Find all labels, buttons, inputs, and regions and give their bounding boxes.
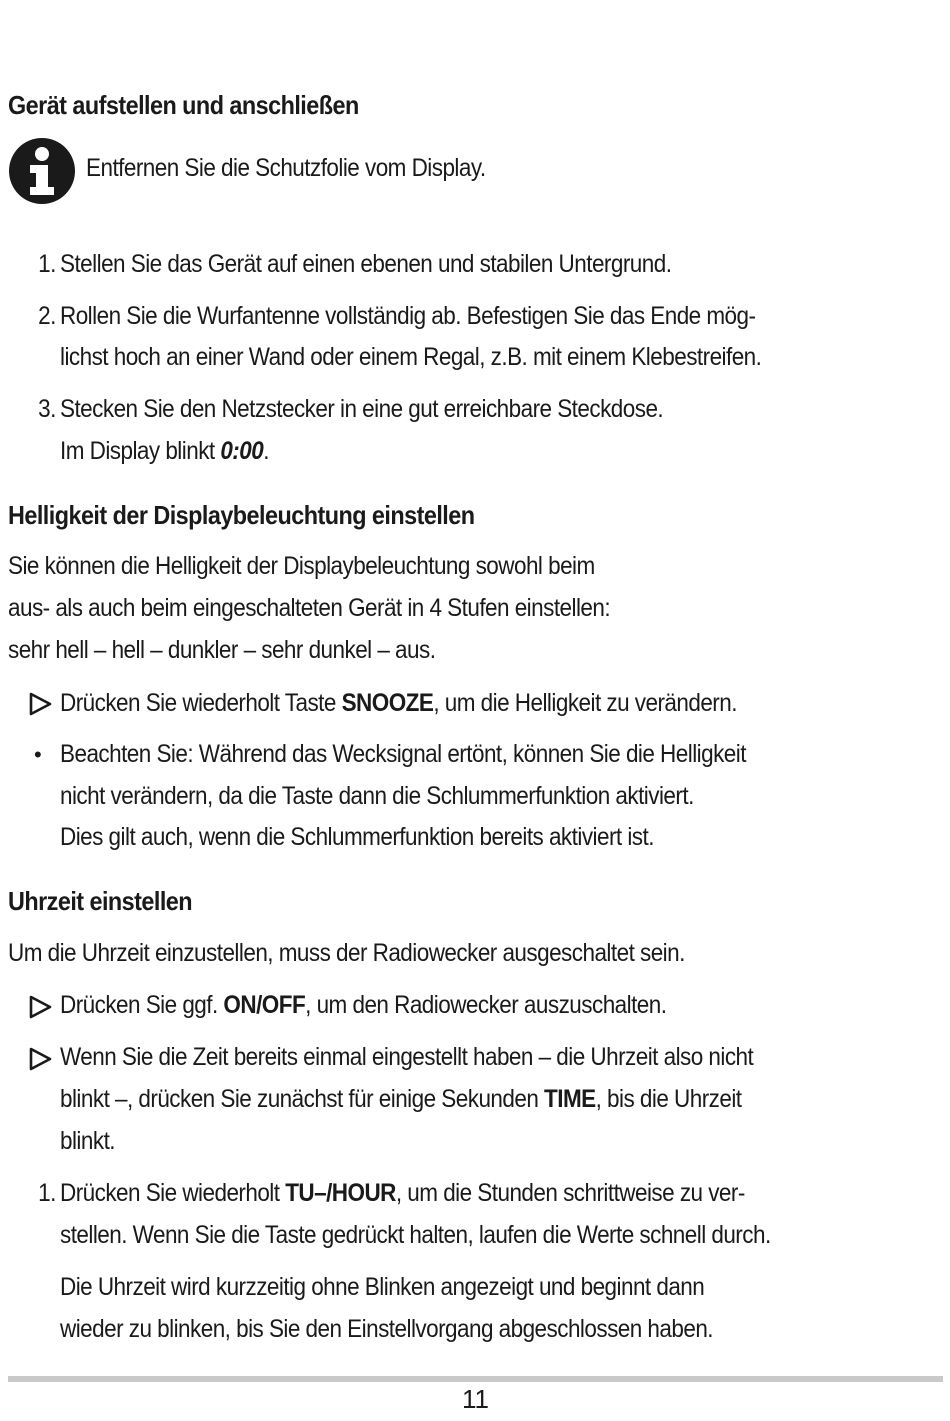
step-text: Stellen Sie das Gerät auf einen ebenen und stabilen Untergrund. <box>60 250 672 278</box>
note-text: nicht verändern, da die Taste dann die Schlummerfunktion aktiviert. <box>60 782 694 810</box>
paragraph-line: Sie können die Helligkeit der Displaybeleuchtung sowohl beim <box>8 552 595 580</box>
step-number: 1. <box>38 1179 56 1207</box>
info-note: Entfernen Sie die Schutzfolie vom Display. <box>86 154 486 182</box>
step-text: stellen. Wenn Sie die Taste gedrückt halten, laufen die Werte schnell durch. <box>60 1221 771 1249</box>
action-text: Drücken Sie ggf. ON/OFF, um den Radiowecker auszuschalten. <box>60 991 667 1019</box>
step-number: 1. <box>38 250 56 278</box>
action-text: blinkt. <box>60 1127 115 1155</box>
key-snooze: SNOOZE <box>341 689 434 717</box>
section-heading-setup: Gerät aufstellen und anschließen <box>8 90 359 120</box>
key-on-off: ON/OFF <box>223 991 306 1019</box>
note-text: Dies gilt auch, wenn die Schlummerfunktion bereits aktiviert ist. <box>60 823 654 851</box>
manual-page <box>8 0 943 1421</box>
bullet-dot: • <box>34 742 42 767</box>
action-text: blinkt –, drücken Sie zunächst für einige Sekunden TIME, bis die Uhrzeit <box>60 1085 742 1113</box>
step-number: 3. <box>38 395 56 423</box>
key-tu-hour: TU–/HOUR <box>285 1179 396 1207</box>
step-number: 2. <box>38 302 56 330</box>
footer-divider <box>8 1376 943 1382</box>
step-text: Die Uhrzeit wird kurzzeitig ohne Blinken angezeigt und beginnt dann <box>60 1273 705 1301</box>
step-text: lichst hoch an einer Wand oder einem Regal, z.B. mit einem Klebestreifen. <box>60 343 762 371</box>
triangle-right-icon <box>26 1045 54 1073</box>
step-text: Im Display blinkt 0:00. <box>60 437 269 465</box>
paragraph-line: Um die Uhrzeit einzustellen, muss der Radiowecker ausgeschaltet sein. <box>8 939 685 967</box>
paragraph-line: aus- als auch beim eingeschalteten Gerät in 4 Stufen einstellen: <box>8 594 611 622</box>
paragraph-line: sehr hell – hell – dunkler – sehr dunkel – aus. <box>8 636 436 664</box>
section-heading-time: Uhrzeit einstellen <box>8 886 193 916</box>
step-text: Rollen Sie die Wurfantenne vollständig ab. Befestigen Sie das Ende mög- <box>60 302 756 330</box>
action-text: Drücken Sie wiederholt Taste SNOOZE, um die Helligkeit zu verändern. <box>60 689 737 717</box>
action-text: Wenn Sie die Zeit bereits einmal eingestellt haben – die Uhrzeit also nicht <box>60 1043 754 1071</box>
triangle-right-icon <box>26 690 54 718</box>
key-time: TIME <box>544 1085 596 1113</box>
display-value: 0:00 <box>220 437 264 465</box>
step-text: wieder zu blinken, bis Sie den Einstellvorgang abgeschlossen haben. <box>60 1315 714 1343</box>
note-text: Beachten Sie: Während das Wecksignal ertönt, können Sie die Helligkeit <box>60 740 746 768</box>
triangle-right-icon <box>26 993 54 1021</box>
step-text: Drücken Sie wiederholt TU–/HOUR, um die Stunden schrittweise zu ver- <box>60 1179 745 1207</box>
section-heading-brightness: Helligkeit der Displaybeleuchtung einstellen <box>8 500 475 530</box>
step-text: Stecken Sie den Netzstecker in eine gut erreichbare Steckdose. <box>60 395 664 423</box>
page-number: 11 <box>462 1384 489 1414</box>
info-icon <box>8 137 76 205</box>
